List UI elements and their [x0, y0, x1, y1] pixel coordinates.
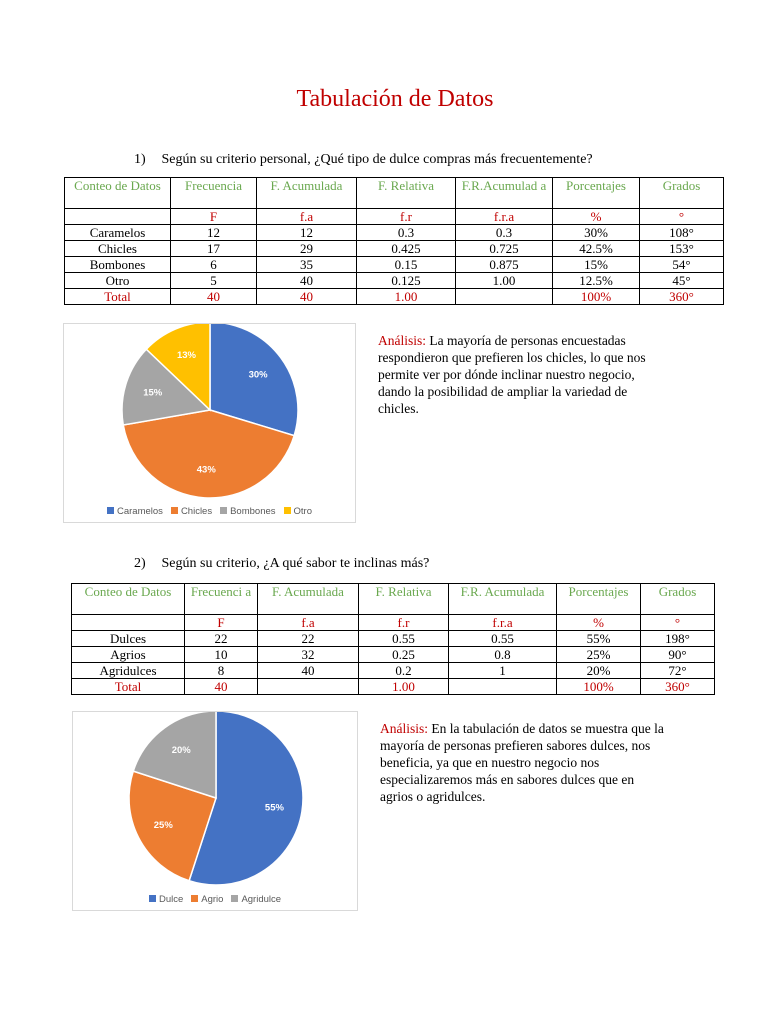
legend-swatch	[191, 895, 198, 902]
table-row-cell: 72°	[641, 663, 715, 679]
table-header-row-cell: F. Acumulada	[257, 178, 357, 209]
table-1	[64, 177, 724, 305]
table-header-row-cell: F.R.Acumulad a	[456, 178, 553, 209]
pie-chart-2-svg	[73, 712, 357, 910]
table-header-row-cell: Conteo de Datos	[72, 584, 185, 615]
table-row-cell: 0.875	[456, 257, 553, 273]
legend-label: Dulce	[158, 894, 184, 905]
table-row-cell: 40	[258, 663, 359, 679]
table-2	[71, 583, 715, 695]
table-row-cell: Agrios	[72, 647, 185, 663]
table-total-row-cell: Total	[72, 679, 185, 695]
table-row-cell: 55%	[557, 631, 641, 647]
legend-item	[220, 506, 275, 517]
table-symbol-row	[72, 615, 715, 631]
table-total-row-cell: 1.00	[359, 679, 449, 695]
question-1	[134, 152, 593, 168]
legend-item	[107, 506, 163, 517]
table-row-cell: 1.00	[456, 273, 553, 289]
page-title: Tabulación de Datos	[296, 86, 494, 112]
table-header-row-cell: Grados	[641, 584, 715, 615]
legend-swatch	[231, 895, 238, 902]
table-row	[65, 241, 724, 257]
table-symbol-row	[65, 209, 724, 225]
legend-swatch	[284, 507, 291, 514]
table-row-cell: 0.25	[359, 647, 449, 663]
table-row-cell: Bombones	[65, 257, 171, 273]
table-header-row-cell: Frecuenci a	[185, 584, 258, 615]
table-row-cell: 30%	[553, 225, 640, 241]
table-symbol-row-cell: f.r.a	[456, 209, 553, 225]
legend-swatch	[220, 507, 227, 514]
table-total-row-cell: 1.00	[357, 289, 456, 305]
table-symbol-row-cell: %	[553, 209, 640, 225]
analysis-1-label: Análisis:	[378, 333, 427, 348]
analysis-1-text: La mayoría de personas encuestadas respondieron que prefieren los chicles, lo que nos permite ver por dónde inclinar nuestro negocio, dando la posibilidad de ampliar la variedad de chicles.	[378, 333, 646, 416]
table-symbol-row-cell: F	[185, 615, 258, 631]
table-row-cell: 32	[258, 647, 359, 663]
table-row	[72, 647, 715, 663]
table-total-row-cell	[258, 679, 359, 695]
pie-data-label: 15%	[143, 387, 163, 399]
analysis-2-text: En la tabulación de datos se muestra que la mayoría de personas prefieren sabores dulces, nos beneficia, ya que en nuestro negocio nos especializaremos más en sabores dulces que en agrios o agridulces.	[380, 721, 664, 804]
table-symbol-row-cell: f.r	[357, 209, 456, 225]
legend-item	[191, 894, 223, 905]
table-total-row-cell	[449, 679, 557, 695]
table-row-cell: 42.5%	[553, 241, 640, 257]
table-total-row-cell: Total	[65, 289, 171, 305]
table-row-cell: 35	[257, 257, 357, 273]
table-total-row-cell: 100%	[557, 679, 641, 695]
table-row-cell: 0.125	[357, 273, 456, 289]
analysis-2-label: Análisis:	[380, 721, 429, 736]
table-row-cell: 45°	[640, 273, 724, 289]
table-row-cell: 5	[171, 273, 257, 289]
table-row-cell: Otro	[65, 273, 171, 289]
table-header-row-cell: Conteo de Datos	[65, 178, 171, 209]
table-row-cell: 0.425	[357, 241, 456, 257]
table-row-cell: 15%	[553, 257, 640, 273]
table-row-cell: 0.8	[449, 647, 557, 663]
table-row-cell: 0.15	[357, 257, 456, 273]
table-row-cell: 25%	[557, 647, 641, 663]
table-row-cell: 153°	[640, 241, 724, 257]
pie-data-label: 25%	[153, 819, 173, 831]
table-total-row-cell: 40	[171, 289, 257, 305]
table-row-cell: 0.55	[449, 631, 557, 647]
pie-chart-2	[72, 711, 358, 911]
table-symbol-row-cell: f.r	[359, 615, 449, 631]
table-row-cell: 6	[171, 257, 257, 273]
table-header-row-cell: F.R. Acumulada	[449, 584, 557, 615]
table-header-row	[72, 584, 715, 615]
table-total-row-cell: 360°	[640, 289, 724, 305]
table-total-row-cell	[456, 289, 553, 305]
table-row-cell: 0.2	[359, 663, 449, 679]
table-header-row-cell: F. Relativa	[357, 178, 456, 209]
pie-chart-2-legend	[73, 894, 357, 905]
table-row	[72, 631, 715, 647]
table-row-cell: 54°	[640, 257, 724, 273]
table-total-row-cell: 360°	[641, 679, 715, 695]
legend-label: Caramelos	[117, 506, 163, 517]
legend-label: Agridulce	[241, 894, 282, 905]
question-2-text: Según su criterio, ¿A qué sabor te inclinas más?	[161, 556, 430, 571]
legend-swatch	[149, 895, 156, 902]
legend-item	[149, 894, 183, 905]
table-row-cell: 90°	[641, 647, 715, 663]
table-row-cell: 22	[185, 631, 258, 647]
pie-chart-1-svg	[64, 324, 355, 522]
table-row-cell: 20%	[557, 663, 641, 679]
legend-item	[231, 894, 281, 905]
table-symbol-row-cell: f.a	[258, 615, 359, 631]
table-total-row-cell: 40	[185, 679, 258, 695]
table-row-cell: Chicles	[65, 241, 171, 257]
table-row	[65, 273, 724, 289]
question-2	[134, 556, 429, 572]
analysis-1	[378, 332, 668, 417]
table-row-cell: 8	[185, 663, 258, 679]
table-row-cell: 12.5%	[553, 273, 640, 289]
table-symbol-row-cell	[65, 209, 171, 225]
pie-chart-1-legend	[64, 506, 355, 517]
table-row	[72, 663, 715, 679]
pie-data-label: 20%	[171, 745, 191, 757]
table-total-row	[65, 289, 724, 305]
pie-data-label: 13%	[176, 349, 196, 361]
table-header-row-cell: Frecuencia	[171, 178, 257, 209]
question-2-number: 2)	[134, 556, 146, 571]
table-header-row-cell: F. Relativa	[359, 584, 449, 615]
table-row-cell: 0.3	[357, 225, 456, 241]
table-row-cell: 22	[258, 631, 359, 647]
table-header-row-cell: Porcentajes	[557, 584, 641, 615]
legend-label: Bombones	[230, 506, 276, 517]
table-row-cell: 17	[171, 241, 257, 257]
legend-item	[171, 506, 212, 517]
table-row-cell: 0.725	[456, 241, 553, 257]
table-header-row-cell: Grados	[640, 178, 724, 209]
question-1-number: 1)	[134, 152, 146, 167]
table-row-cell: 0.55	[359, 631, 449, 647]
table-row-cell: 40	[257, 273, 357, 289]
table-row-cell: 12	[171, 225, 257, 241]
table-row	[65, 225, 724, 241]
table-row-cell: 198°	[641, 631, 715, 647]
pie-chart-1	[63, 323, 356, 523]
pie-data-label: 30%	[248, 369, 268, 381]
table-symbol-row-cell: °	[640, 209, 724, 225]
table-header-row-cell: F. Acumulada	[258, 584, 359, 615]
table-total-row-cell: 40	[257, 289, 357, 305]
table-row-cell: Dulces	[72, 631, 185, 647]
table-symbol-row-cell: %	[557, 615, 641, 631]
table-header-row-cell: Porcentajes	[553, 178, 640, 209]
table-row-cell: Agridulces	[72, 663, 185, 679]
table-header-row	[65, 178, 724, 209]
table-total-row-cell: 100%	[553, 289, 640, 305]
legend-label: Agrio	[201, 894, 224, 905]
table-row-cell: 29	[257, 241, 357, 257]
table-symbol-row-cell: F	[171, 209, 257, 225]
legend-swatch	[107, 507, 114, 514]
legend-label: Chicles	[180, 506, 213, 517]
table-row-cell: 10	[185, 647, 258, 663]
table-symbol-row-cell: f.r.a	[449, 615, 557, 631]
pie-data-label: 55%	[264, 802, 284, 814]
table-row-cell: Caramelos	[65, 225, 171, 241]
pie-data-label: 43%	[196, 464, 216, 476]
table-symbol-row-cell: °	[641, 615, 715, 631]
legend-swatch	[171, 507, 178, 514]
table-row-cell: 12	[257, 225, 357, 241]
analysis-2	[380, 720, 670, 805]
legend-label: Otro	[293, 506, 312, 517]
table-row-cell: 108°	[640, 225, 724, 241]
table-row	[65, 257, 724, 273]
table-total-row	[72, 679, 715, 695]
table-row-cell: 1	[449, 663, 557, 679]
table-symbol-row-cell: f.a	[257, 209, 357, 225]
question-1-text: Según su criterio personal, ¿Qué tipo de dulce compras más frecuentemente?	[161, 152, 593, 167]
table-row-cell: 0.3	[456, 225, 553, 241]
table-symbol-row-cell	[72, 615, 185, 631]
legend-item	[284, 506, 312, 517]
